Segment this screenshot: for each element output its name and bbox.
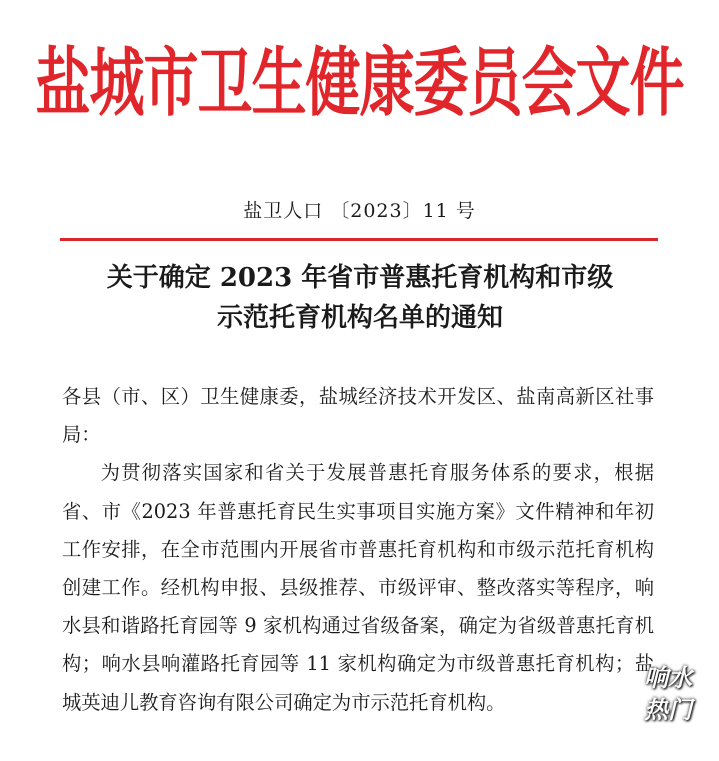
notice-title-line-2: 示范托育机构名单的通知 [216,303,503,333]
notice-body [62,378,654,722]
watermark-line-1: 响水 [644,664,692,692]
document-number: 盐卫人口 〔2023〕11 号 [243,200,476,222]
addressee: 各县（市、区）卫生健康委，盐城经济技术开发区、盐南高新区社事局： [62,385,654,447]
body-paragraph: 为贯彻落实国家和省关于发展普惠托育服务体系的要求，根据省、市《2023 年普惠托育民生实事项目实施方案》文件精神和年初工作安排，在全市范围内开展省市普惠托育机构和市级示范托育机构创建工作。经机构申报、县级推荐、市级评审、整改落实等程序，响水县和谐路托育园等 9 家机构通过省级备案，确定为省级普惠托育机构；响水县响灌路托育园等 11 家机构确定为市级普惠托育机构；盐城英迪儿教育咨询有限公司确定为市示范托育机构。 [62,461,654,714]
notice-title-line-1: 关于确定 2023 年省市普惠托育机构和市级 [106,263,614,293]
masthead-title: 盐城市卫生健康委员会文件 [35,39,684,126]
watermark-line-2: 热门 [644,696,692,724]
red-divider-line [60,238,658,241]
notice-title [40,258,680,338]
watermark-logo [636,662,700,730]
